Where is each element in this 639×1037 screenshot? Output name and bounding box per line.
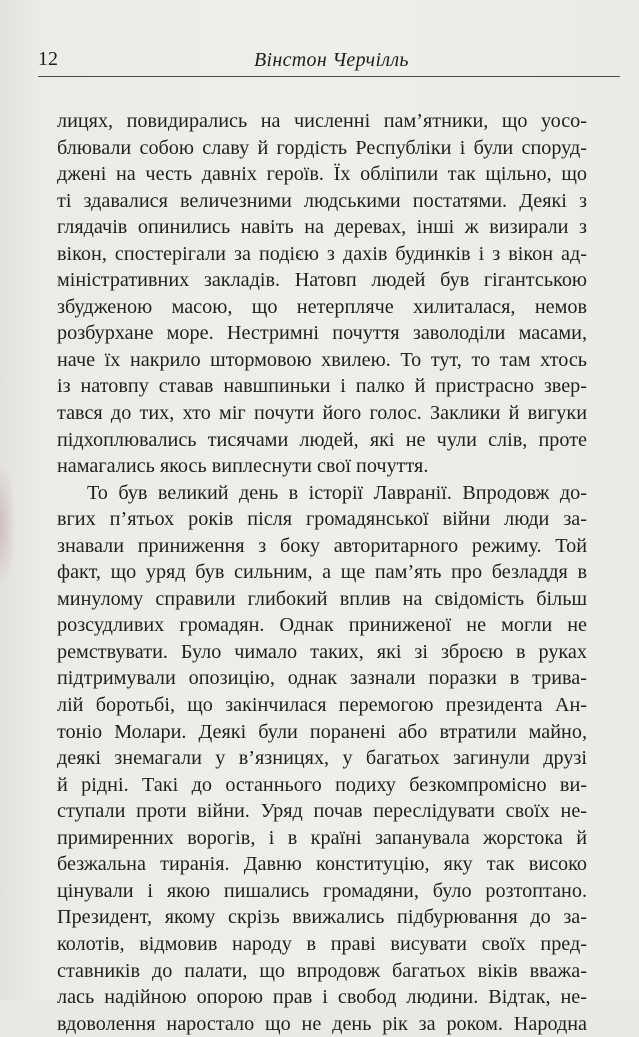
text-line: То був великий день в історії Лавранії. Впродовж до- <box>87 481 587 504</box>
text-line: вдоволення наростало що не день рік за роком. Народна <box>57 1012 587 1035</box>
text-line: підхоплювались тисячами людей, які не чули слів, проте <box>57 428 587 451</box>
text-line: наче їх накрило штормовою хвилею. То тут, то там хтось <box>57 348 587 371</box>
page-edge-smudge <box>0 470 14 580</box>
text-line: вгих п’ятьох років після громадянської війни люди за- <box>57 508 587 531</box>
text-line: ті здавалися величезними людськими постатями. Деякі з <box>57 189 587 212</box>
text-line: минулому справили глибокий вплив на свідомість більш <box>57 587 587 610</box>
text-line: факт, що уряд був сильним, а ще пам’ять про безладдя в <box>57 561 587 584</box>
text-line: блювали собою славу й гордість Республіки і були споруд- <box>57 136 587 159</box>
text-line: збудженою масою, що нетерпляче хилиталася, немов <box>57 295 587 318</box>
text-line: ступали проти війни. Уряд почав переслідувати своїх не- <box>57 800 587 823</box>
text-line: ремствувати. Було чимало таких, які зі зброєю в руках <box>57 640 587 663</box>
text-line: колотів, відмовив народу в праві висувати своїх пред- <box>57 932 587 955</box>
text-line: лицях, повидирались на численні пам’ятники, що уосо- <box>57 110 587 132</box>
text-line: примиренних ворогів, і в країні запанувала жорстока й <box>57 826 587 849</box>
text-line: деякі знемагали у в’язницях, у багатьох загинули друзі <box>57 747 587 770</box>
text-line: безжальна тиранія. Давню конституцію, яку так високо <box>57 853 587 876</box>
body-text <box>57 108 587 1037</box>
text-line: із натовпу ставав навшпиньки і палко й пристрасно звер- <box>57 375 587 398</box>
text-line: тався до тих, хто міг почути його голос. Заклики й вигуки <box>57 402 587 425</box>
text-line: тоніо Молари. Деякі були поранені або втратили майно, <box>57 720 587 743</box>
paragraph <box>57 108 587 480</box>
text-line: лась надійною опорою прав і свобод людини. Відтак, не- <box>57 986 587 1009</box>
text-line: міністративних закладів. Натовп людей був гігантською <box>57 269 587 292</box>
text-line: підтримували опозицію, однак зазнали поразки в трива- <box>57 667 587 690</box>
text-line: й рідні. Такі до останнього подиху безкомпромісно ви- <box>57 773 587 796</box>
text-line: глядачів опинились навіть на деревах, інші ж визирали з <box>57 216 587 239</box>
text-line: розбурхане море. Нестримні почуття заволоділи масами, <box>57 322 587 345</box>
text-line: намагались якось виплеснути свої почуття. <box>57 455 429 478</box>
text-line: лій боротьбі, що закінчилася перемогою президента Ан- <box>57 694 587 717</box>
paragraph <box>57 480 587 1037</box>
page-number: 12 <box>38 48 58 70</box>
text-line: вікон, спостерігали за подією з дахів будинків і з вікон ад- <box>57 242 587 265</box>
running-title: Вінстон Черчілль <box>254 49 409 71</box>
text-line: Президент, якому скрізь ввижались підбурювання до за- <box>57 906 587 929</box>
text-line: ставників до палати, що впродовж багатьох віків вважа- <box>57 959 587 982</box>
text-line: знавали приниження з боку авторитарного режиму. Той <box>57 534 587 557</box>
running-header <box>38 44 620 77</box>
text-line: розсудливих громадян. Однак приниженої не могли не <box>57 614 587 637</box>
text-line: джені на честь давніх героїв. Їх обліпили так щільно, що <box>57 163 587 186</box>
text-line: цінували і якою пишались громадяни, було розтоптано. <box>57 879 587 902</box>
